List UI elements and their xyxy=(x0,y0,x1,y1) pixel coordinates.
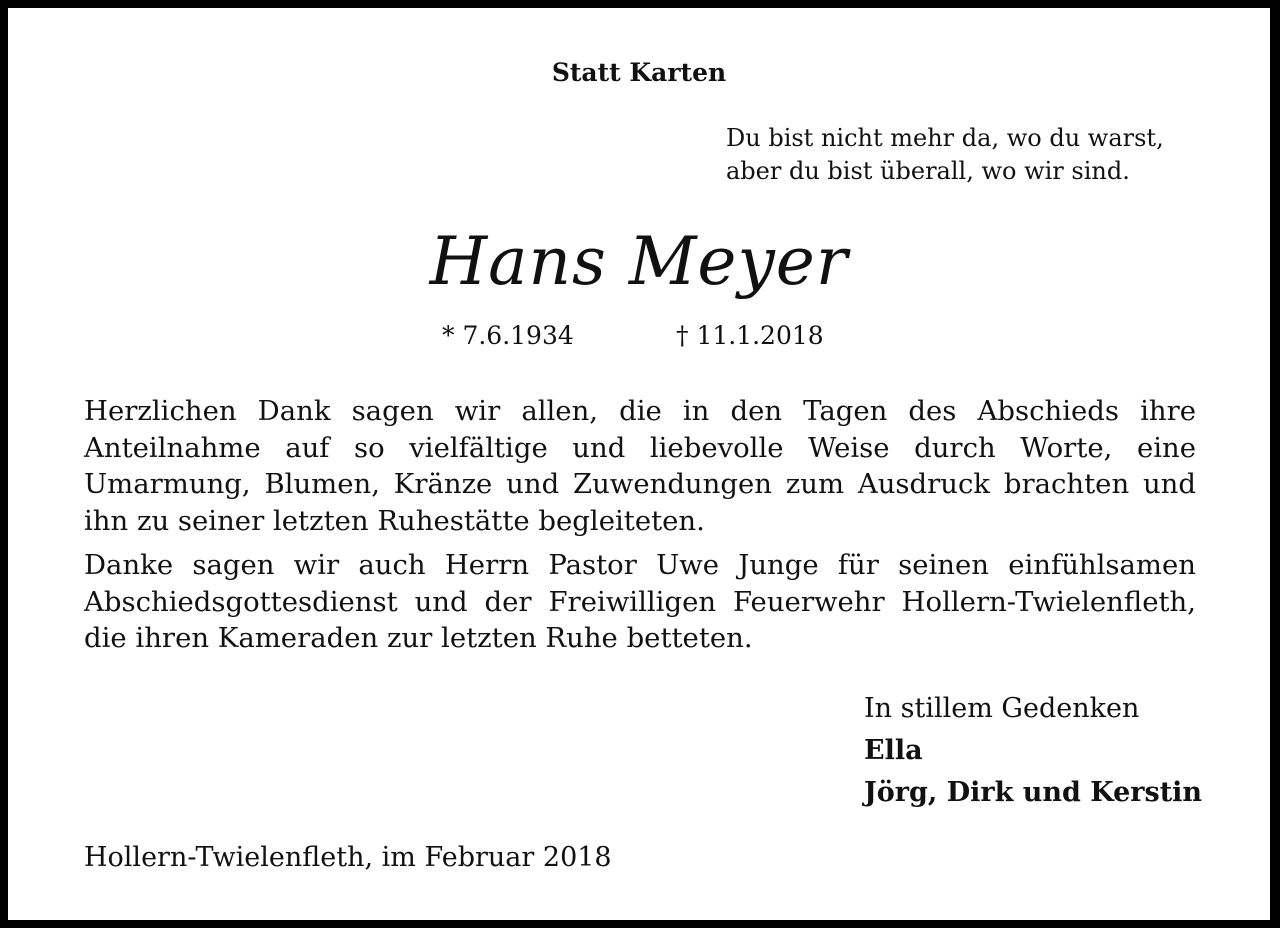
signoff-name: Ella xyxy=(864,735,923,766)
birth-date: * 7.6.1934 xyxy=(442,321,574,350)
signoff-block xyxy=(864,688,1202,814)
deceased-name: Hans Meyer xyxy=(429,223,849,300)
quote-line-1: Du bist nicht mehr da, wo du warst, xyxy=(726,124,1164,152)
thanks-paragraph-2: Danke sagen wir auch Herrn Pastor Uwe Junge für seinen einfühlsamen Abschiedsgottesdienst und der Freiwilligen Feuerwehr Hollern-Twielenfleth, die ihren Kameraden zur letzten Ruhe betteten. xyxy=(84,549,1196,654)
quote-line-2: aber du bist überall, wo wir sind. xyxy=(726,157,1130,185)
place-and-date: Hollern-Twielenfleth, im Februar 2018 xyxy=(84,842,612,873)
notice-header: Statt Karten xyxy=(551,58,727,87)
death-date: † 11.1.2018 xyxy=(676,321,824,350)
signoff-name: Jörg, Dirk und Kerstin xyxy=(864,777,1203,808)
thanks-paragraph-1: Herzlichen Dank sagen wir allen, die in den Tagen des Abschieds ihre Anteilnahme auf so vielfältige und liebevolle Weise durch Worte, eine Umarmung, Blumen, Kränze und Zuwendungen zum Ausdruck brachten und ihn zu seiner letzten Ruhestätte begleiteten. xyxy=(84,395,1196,537)
obituary-notice xyxy=(8,8,1270,920)
signoff-intro: In stillem Gedenken xyxy=(864,693,1140,724)
memorial-quote xyxy=(726,122,1164,188)
